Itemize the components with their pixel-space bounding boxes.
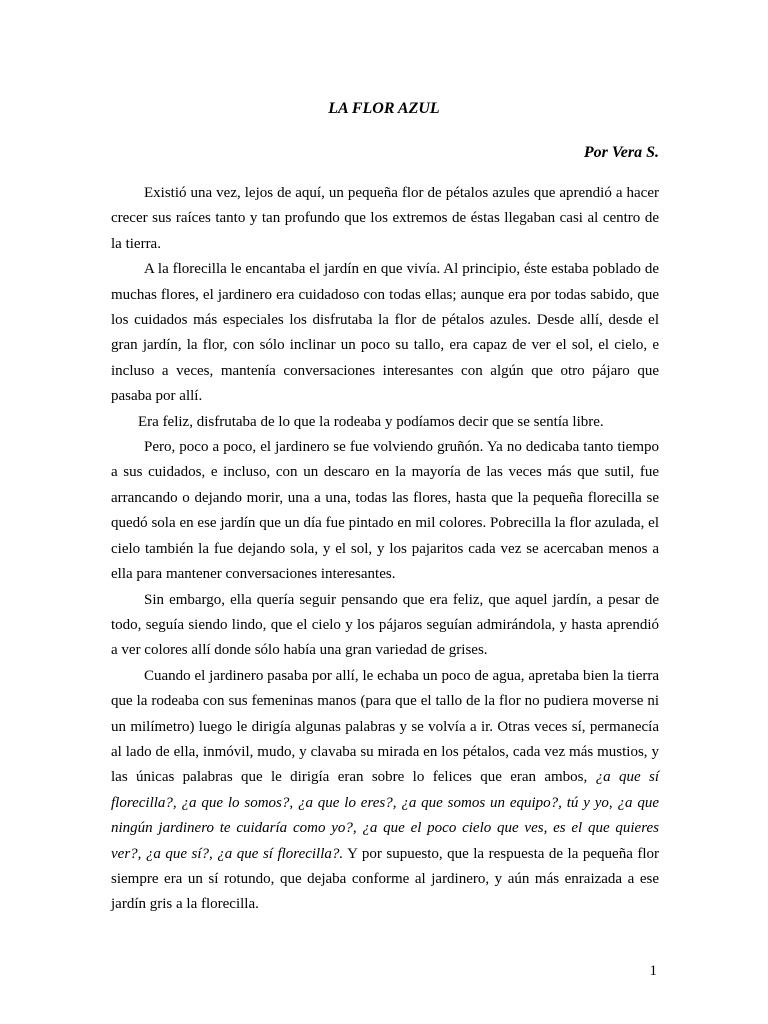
story-title: LA FLOR AZUL — [328, 100, 440, 117]
paragraph-4: Pero, poco a poco, el jardinero se fue volviendo gruñón. Ya no dedicaba tanto tiempo a sus cuidados, e incluso, con un descaro en la mayoría de las veces más que sutil, fue arrancando o dejando morir, una a una, todas las flores, hasta que la pequeña florecilla se quedó sola en ese jardín que un día fue pintado en mil colores. Pobrecilla la flor azulada, el cielo también la fue dejando sola, y el sol, y los pajaritos cada vez se acercaban menos a ella para mantener conversaciones interesantes. — [111, 439, 659, 583]
paragraph-1: Existió una vez, lejos de aquí, un pequeña flor de pétalos azules que aprendió a hacer crecer sus raíces tanto y tan profundo que los extremos de éstas llegaban casi al centro de la tierra. — [111, 185, 659, 252]
story-body — [111, 181, 659, 918]
paragraph-2: A la florecilla le encantaba el jardín en que vivía. Al principio, éste estaba poblado de muchas flores, el jardinero era cuidadoso con todas ellas; aunque era por todas sabido, que los cuidados más especiales los disfrutaba la flor de pétalos azules. Desde allí, desde el gran jardín, la flor, con sólo inclinar un poco su tallo, era capaz de ver el sol, el cielo, e incluso a veces, mantenía conversaciones interesantes con algún que otro pájaro que pasaba por allí. — [111, 261, 659, 405]
paragraph-3: Era feliz, disfrutaba de lo que la rodeaba y podíamos decir que se sentía libre. — [138, 413, 604, 430]
paragraph-6-end: Y por supuesto, que la respuesta de la pequeña flor siempre era un sí rotundo, que dejaba conforme al jardinero, y aún más enraizada a ese jardín gris a la florecilla. — [111, 845, 660, 913]
paragraph-6-quote: ¿a que sí florecilla?, ¿a que lo somos?, ¿a que lo eres?, ¿a que somos un equipo?, tú y yo, ¿a que ningún jardinero te cuidaría como yo?, ¿a que el poco cielo que ves, es el que quieres ver?, ¿a que sí?, ¿a que sí florecilla?. — [111, 769, 659, 862]
paragraph-5: Sin embargo, ella quería seguir pensando que era feliz, que aquel jardín, a pesar de todo, seguía siendo lindo, que el cielo y los pájaros seguían admirándola, y hasta aprendió a ver colores allí donde sólo había una gran variedad de grises. — [111, 591, 659, 659]
page-number: 1 — [649, 963, 657, 979]
author-line: Por Vera S. — [583, 144, 659, 161]
paragraph-6-start: Cuando el jardinero pasaba por allí, le echaba un poco de agua, apretaba bien la tierra que la rodeaba con sus femeninas manos (para que el tallo de la flor no pudiera moverse ni un milímetro) luego le dirigía algunas palabras y se volvía a ir. Otras veces sí, permanecía al lado de ella, inmóvil, mudo, y clavaba su mirada en los pétalos, cada vez más mustios, y las únicas palabras que le dirigía eran sobre lo felices que eran ambos, — [111, 667, 659, 786]
paragraph-6 — [111, 664, 659, 918]
